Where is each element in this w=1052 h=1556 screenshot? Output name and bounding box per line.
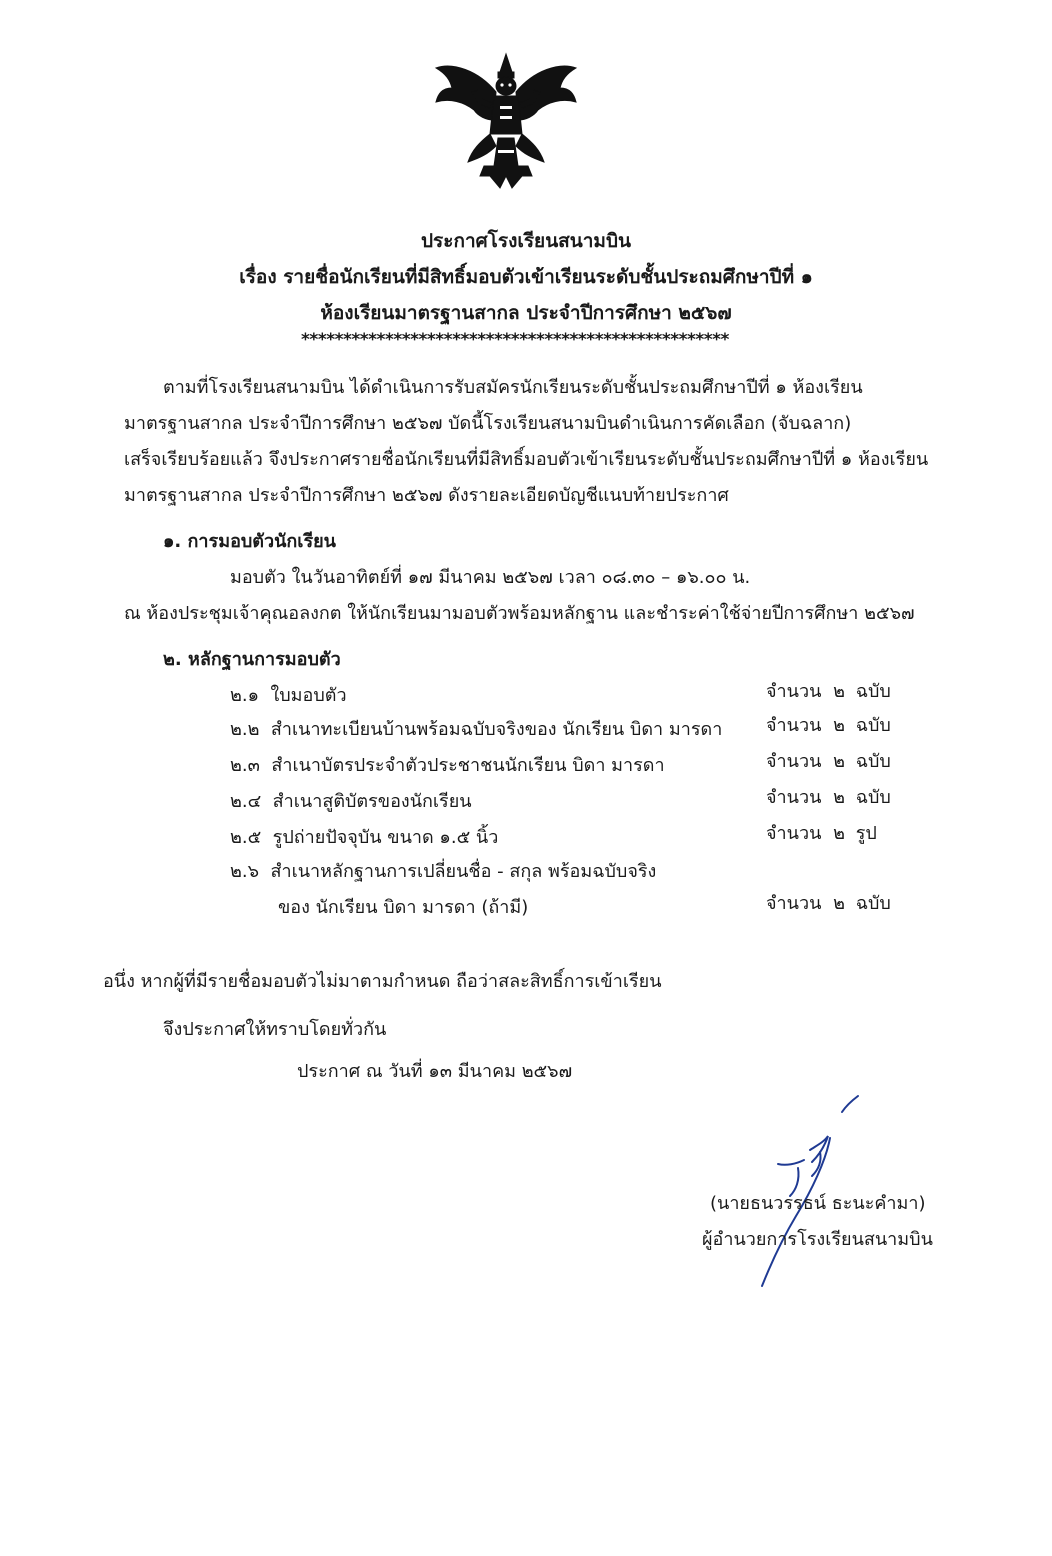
garuda-emblem-icon xyxy=(428,50,584,190)
evidence-item-number: ๒.๖ xyxy=(230,861,260,882)
evidence-item-5 xyxy=(230,822,498,851)
signatory-name: (นายธนวรรธน์ ธะนะคำมา) xyxy=(710,1193,926,1214)
section1-line-2: ณ ห้องประชุมเจ้าคุณอลงกต ให้นักเรียนมามอบตัวพร้อมหลักฐาน และชำระค่าใช้จ่ายปีการศึกษา ๒๕๖๗ xyxy=(124,603,915,624)
evidence-item-3 xyxy=(230,750,665,779)
section2-heading: ๒. หลักฐานการมอบตัว xyxy=(163,649,341,670)
evidence-item-3-qty: จำนวน ๒ ฉบับ xyxy=(766,751,891,772)
evidence-item-6 xyxy=(230,856,656,885)
evidence-item-number: ๒.๔ xyxy=(230,791,262,812)
header-separator: *************************************************** xyxy=(301,330,729,350)
header-title: ประกาศโรงเรียนสนามบิน xyxy=(420,230,632,252)
announcement-date: ประกาศ ณ วันที่ ๑๓ มีนาคม ๒๕๖๗ xyxy=(297,1061,573,1082)
header-subject-cont: ห้องเรียนมาตรฐานสากล ประจำปีการศึกษา ๒๕๖๗ xyxy=(320,302,732,324)
evidence-item-number: ๒.๕ xyxy=(230,827,262,848)
evidence-item-number: ๒.๓ xyxy=(230,755,260,776)
evidence-item-4-qty: จำนวน ๒ ฉบับ xyxy=(766,787,891,808)
evidence-item-5-qty: จำนวน ๒ รูป xyxy=(766,823,877,844)
evidence-item-1 xyxy=(230,680,347,709)
evidence-item-text: สำเนาทะเบียนบ้านพร้อมฉบับจริงของ นักเรียน บิดา มารดา xyxy=(270,719,723,740)
intro-line-3: เสร็จเรียบร้อยแล้ว จึงประกาศรายชื่อนักเรียนที่มีสิทธิ์มอบตัวเข้าเรียนระดับชั้นประถมศึกษาปีที่ ๑ ห้องเรียน xyxy=(124,449,929,470)
evidence-item-6-cont: ของ นักเรียน บิดา มารดา (ถ้ามี) xyxy=(278,897,529,918)
evidence-item-text: ใบมอบตัว xyxy=(270,685,347,706)
note-text: อนึ่ง หากผู้ที่มีรายชื่อมอบตัวไม่มาตามกำหนด ถือว่าสละสิทธิ์การเข้าเรียน xyxy=(103,971,662,992)
signatory-position: ผู้อำนวยการโรงเรียนสนามบิน xyxy=(702,1229,933,1250)
evidence-item-text: สำเนาหลักฐานการเปลี่ยนชื่อ - สกุล พร้อมฉบับจริง xyxy=(270,861,657,882)
intro-line-2: มาตรฐานสากล ประจำปีการศึกษา ๒๕๖๗ บัดนี้โรงเรียนสนามบินดำเนินการคัดเลือก (จับฉลาก) xyxy=(124,413,852,434)
evidence-item-4 xyxy=(230,786,472,815)
evidence-item-6-qty: จำนวน ๒ ฉบับ xyxy=(766,893,891,914)
evidence-item-text: สำเนาสูติบัตรของนักเรียน xyxy=(272,791,472,812)
evidence-item-number: ๒.๒ xyxy=(230,719,260,740)
evidence-item-text: รูปถ่ายปัจจุบัน ขนาด ๑.๕ นิ้ว xyxy=(272,827,499,848)
intro-line-4: มาตรฐานสากล ประจำปีการศึกษา ๒๕๖๗ ดังรายละเอียดบัญชีแนบท้ายประกาศ xyxy=(124,485,729,506)
evidence-item-2-qty: จำนวน ๒ ฉบับ xyxy=(766,715,891,736)
section1-line-1: มอบตัว ในวันอาทิตย์ที่ ๑๗ มีนาคม ๒๕๖๗ เวลา ๐๘.๓๐ – ๑๖.๐๐ น. xyxy=(230,567,751,588)
intro-line-1: ตามที่โรงเรียนสนามบิน ได้ดำเนินการรับสมัครนักเรียนระดับชั้นประถมศึกษาปีที่ ๑ ห้องเรียน xyxy=(163,377,863,398)
evidence-item-text: สำเนาบัตรประจำตัวประชาชนนักเรียน บิดา มารดา xyxy=(271,755,665,776)
evidence-item-number: ๒.๑ xyxy=(230,685,260,706)
evidence-item-1-qty: จำนวน ๒ ฉบับ xyxy=(766,681,891,702)
header-subject: เรื่อง รายชื่อนักเรียนที่มีสิทธิ์มอบตัวเข้าเรียนระดับชั้นประถมศึกษาปีที่ ๑ xyxy=(239,266,813,288)
closing-text: จึงประกาศให้ทราบโดยทั่วกัน xyxy=(163,1019,387,1040)
section1-heading: ๑. การมอบตัวนักเรียน xyxy=(163,531,336,552)
evidence-item-2 xyxy=(230,714,722,743)
